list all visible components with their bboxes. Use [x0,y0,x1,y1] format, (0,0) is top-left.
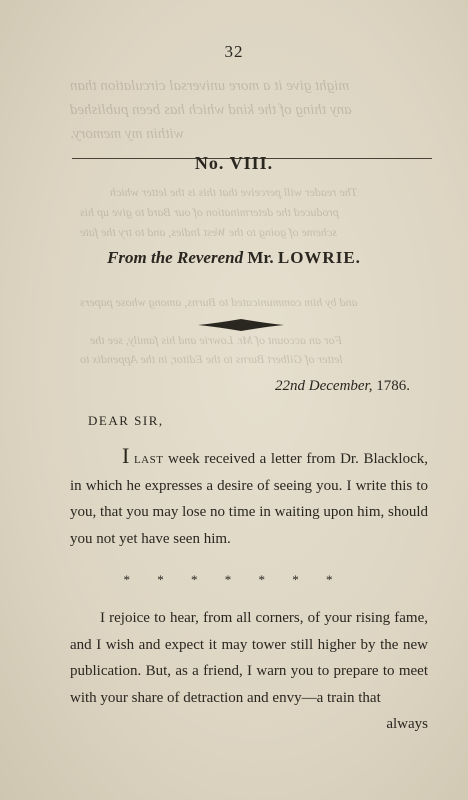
ornament-rule-icon [198,318,284,332]
letter-heading [0,248,468,268]
heading-from: From the Reverend [107,248,244,267]
bleed-through-text: and by him communicated to Burns, among whose papers [80,295,358,309]
paragraph-1 [70,443,428,552]
paragraph-2-text: I rejoice to hear, from all corners, of your rising fame, and I wish and expect it may tower still higher by the new publication. But, as a friend, I warn you to prepare to meet with your share of detraction and envy—a train that [70,610,428,706]
paragraph-2-indent [70,610,100,626]
salutation: DEAR SIR, [88,413,164,428]
page-number: 32 [224,42,244,61]
paragraph-1-text: week received a letter from Dr. Blacklock, in which he expresses a desire of seeing you. I write this to you, that you may lose no time in waiting upon him, should you not yet have seen him. [70,451,429,547]
heading-name: LOWRIE. [277,248,361,267]
small-caps-word: last [133,451,164,467]
paragraph-2 [70,605,428,711]
drop-cap: I [122,443,130,468]
bleed-through-text: might give it a more universal circulation than [70,78,350,94]
letter-date [275,378,410,395]
date-year: 1786. [376,378,410,394]
bleed-through-text: The reader will perceive that this is the letter which [110,185,358,199]
section-number: No. VIII. [194,153,274,173]
catchword: always [386,716,428,732]
asterism-divider: * * * * * * * [123,572,345,587]
bleed-through-text: within my memory. [70,126,184,142]
bleed-through-text: scheme of going to the West Indies, and to try the fate [80,225,337,239]
heading-title: Mr. [247,248,274,267]
bleed-through-text: produced the determination of our Bard to give up his [80,205,339,219]
bleed-through-text: any thing of the kind which has been published [70,102,352,118]
bleed-through-text: letter of Gilbert Burns to the Editor, in the Appendix to [80,352,343,366]
date-text: 22nd December, [275,378,373,394]
bleed-through-text: For an account of Mr. Lowrie and his family, see the [90,333,342,347]
